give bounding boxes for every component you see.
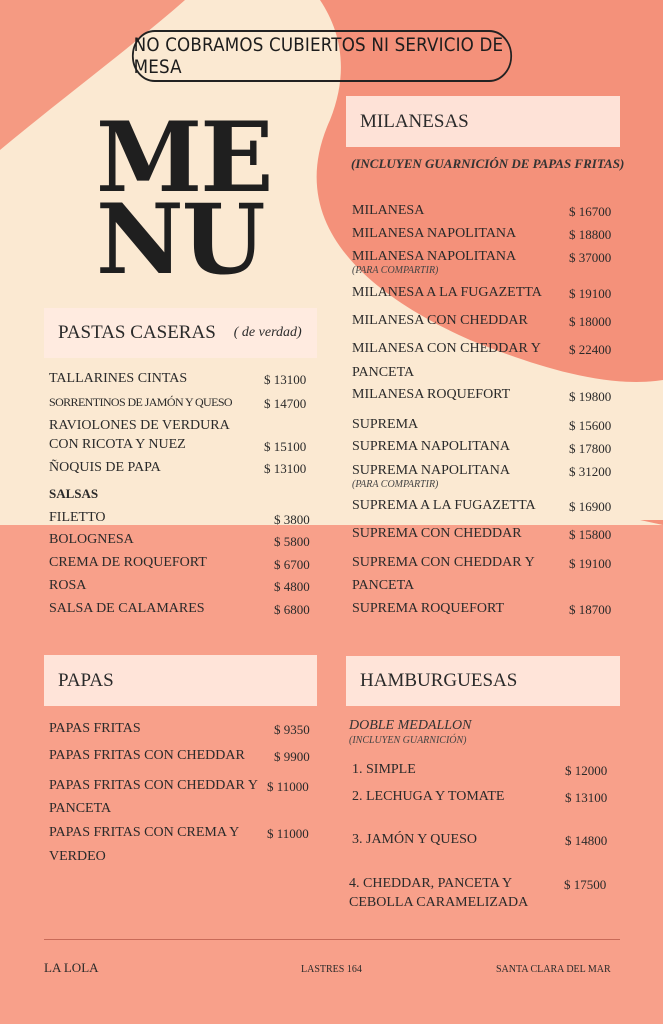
milanesa-item-price: $ 19100 [569,286,612,301]
burger-item-price: $ 13100 [565,790,608,805]
suprema-item-name: SUPREMA NAPOLITANA [352,463,510,478]
pastas-header [44,308,317,358]
suprema-item-price: $ 16900 [569,499,612,514]
papas-item-name: PAPAS FRITAS CON CHEDDAR Y [49,778,258,793]
milanesa-item-name: MILANESA [352,203,425,218]
milanesa-item-price: $ 22400 [569,342,612,357]
burger-item-name: 4. CHEDDAR, PANCETA Y [349,876,513,891]
pasta-item-price: $ 14700 [264,396,307,411]
suprema-item-price: $ 17800 [569,441,612,456]
salsa-item-price: $ 6800 [274,602,310,617]
salsa-item-name: CREMA DE ROQUEFORT [49,555,207,570]
suprema-item-name: SUPREMA CON CHEDDAR [352,526,522,541]
suprema-item-subnote: (PARA COMPARTIR) [352,479,439,490]
milanesa-item-name: MILANESA NAPOLITANA [352,226,517,241]
salsa-item-name: BOLOGNESA [49,532,134,547]
suprema-item-name: SUPREMA A LA FUGAZETTA [352,498,536,513]
milanesas-note: (INCLUYEN GUARNICIÓN DE PAPAS FRITAS) [351,156,625,171]
menu-title-line-1: ME [96,101,272,214]
restaurant-name: LA LOLA [44,960,99,975]
pasta-item-name: TALLARINES CINTAS [49,371,188,386]
pasta-item-name: ÑOQUIS DE PAPA [49,460,161,475]
suprema-item-name: SUPREMA ROQUEFORT [352,601,505,616]
milanesa-item-name: MILANESA ROQUEFORT [352,387,511,402]
milanesa-item-price: $ 19800 [569,389,612,404]
salsa-item-price: $ 6700 [274,557,310,572]
suprema-item-name: SUPREMA CON CHEDDAR Y [352,555,535,570]
papas-item-price: $ 9900 [274,749,310,764]
milanesa-item-price: $ 16700 [569,204,612,219]
burger-item-price: $ 17500 [564,877,607,892]
burger-item-price: $ 14800 [565,833,608,848]
pasta-item-price: $ 13100 [264,372,307,387]
milanesa-item-subnote: (PARA COMPARTIR) [352,265,439,276]
salsas-label: SALSAS [49,486,99,501]
hamburguesas-note: DOBLE MEDALLON [349,718,472,733]
papas-item-price: $ 11000 [267,779,309,794]
milanesa-item-name-line-2: PANCETA [352,365,415,380]
suprema-item-name: SUPREMA NAPOLITANA [352,439,510,454]
pasta-item-name-line-2: CON RICOTA Y NUEZ [49,437,186,452]
milanesa-item-price: $ 37000 [569,250,612,265]
pasta-item-name: SORRENTINOS DE JAMÓN Y QUESO [49,395,232,409]
burger-item-name: 2. LECHUGA Y TOMATE [352,789,505,804]
milanesas-heading: MILANESAS [360,110,469,132]
restaurant-city: SANTA CLARA DEL MAR [496,964,611,975]
suprema-item-price: $ 18700 [569,602,612,617]
salsa-item-price: $ 5800 [274,534,310,549]
papas-item-price: $ 11000 [267,826,309,841]
suprema-item-name-line-2: PANCETA [352,578,415,593]
footer-divider [44,939,620,940]
papas-item-name-line-2: PANCETA [49,801,112,816]
burger-item-name: 1. SIMPLE [352,762,416,777]
burger-item-name-line-2: CEBOLLA CARAMELIZADA [349,895,529,910]
milanesa-item-name: MILANESA NAPOLITANA [352,249,517,264]
suprema-item-price: $ 31200 [569,464,612,479]
hamburguesas-subnote: (INCLUYEN GUARNICIÓN) [349,735,467,746]
milanesas-header [346,96,620,147]
burger-item-price: $ 12000 [565,763,608,778]
salsa-item-name: ROSA [49,578,87,593]
restaurant-address: LASTRES 164 [301,964,362,975]
hamburguesas-heading: HAMBURGUESAS [360,670,518,691]
papas-item-name: PAPAS FRITAS [49,721,141,736]
menu-title-line-2: NU [96,183,264,296]
salsa-item-name: FILETTO [49,510,106,525]
milanesa-item-name: MILANESA CON CHEDDAR Y [352,341,541,356]
suprema-item-price: $ 19100 [569,556,612,571]
suprema-item-price: $ 15800 [569,527,612,542]
pastas-heading: PASTAS CASERAS [58,322,216,343]
papas-heading: PAPAS [58,669,114,691]
milanesa-item-price: $ 18000 [569,314,612,329]
papas-item-name: PAPAS FRITAS CON CREMA Y [49,825,240,840]
papas-header [44,655,317,706]
pasta-item-price: $ 15100 [264,439,307,454]
suprema-item-price: $ 15600 [569,418,612,433]
hamburguesas-header [346,656,620,706]
salsa-item-price: $ 3800 [274,512,310,527]
papas-item-name: PAPAS FRITAS CON CHEDDAR [49,748,245,763]
salsa-item-price: $ 4800 [274,579,310,594]
pasta-item-price: $ 13100 [264,461,307,476]
suprema-item-name: SUPREMA [352,417,419,432]
papas-item-name-line-2: VERDEO [49,849,106,864]
pasta-item-name: RAVIOLONES DE VERDURA [49,418,230,433]
salsa-item-name: SALSA DE CALAMARES [49,601,205,616]
no-cover-charge-banner: NO COBRAMOS CUBIERTOS NI SERVICIO DE MESA [132,30,512,82]
milanesa-item-name: MILANESA CON CHEDDAR [352,313,528,328]
papas-item-price: $ 9350 [274,722,310,737]
pastas-subheading: ( de verdad) [233,325,302,340]
milanesa-item-name: MILANESA A LA FUGAZETTA [352,285,542,300]
burger-item-name: 3. JAMÓN Y QUESO [352,832,477,847]
milanesa-item-price: $ 18800 [569,227,612,242]
